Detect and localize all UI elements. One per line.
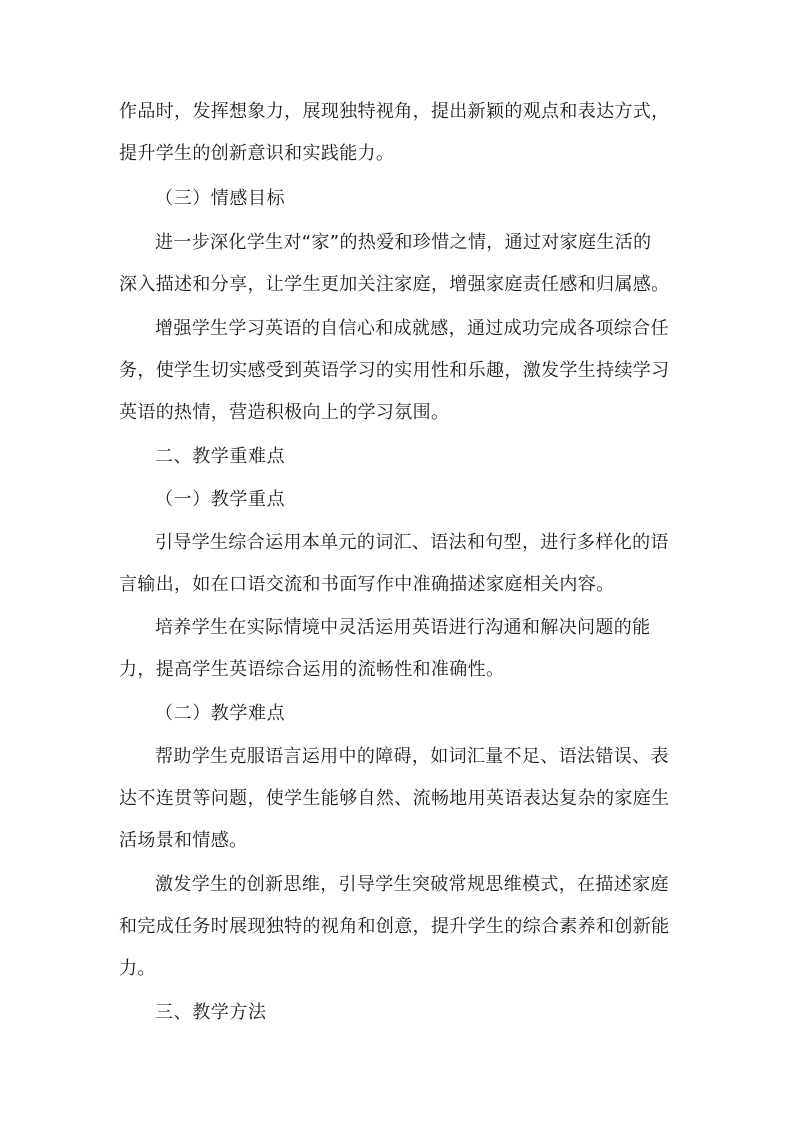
section-heading: （二）教学难点	[155, 703, 286, 724]
paragraph-line: 提升学生的创新意识和实践能力。	[119, 143, 395, 164]
paragraph-line: 活场景和情感。	[119, 830, 248, 851]
paragraph-line: 英语的热情，营造积极向上的学习氛围。	[119, 402, 450, 423]
paragraph-line: 培养学生在实际情境中灵活运用英语进行沟通和解决问题的能	[155, 617, 651, 638]
section-heading: 三、教学方法	[155, 1002, 267, 1023]
paragraph-line: 激发学生的创新思维，引导学生突破常规思维模式，在描述家庭	[155, 874, 669, 895]
paragraph-line: 言输出，如在口语交流和书面写作中准确描述家庭相关内容。	[119, 574, 615, 595]
paragraph-line: 力，提高学生英语综合运用的流畅性和准确性。	[119, 659, 505, 680]
section-heading: （三）情感目标	[155, 188, 286, 209]
paragraph-line: 务，使学生切实感受到英语学习的实用性和乐趣，激发学生持续学习	[119, 360, 670, 381]
paragraph-line: 作品时，发挥想象力，展现独特视角，提出新颖的观点和表达方式，	[119, 101, 670, 122]
paragraph-line: 引导学生综合运用本单元的词汇、语法和句型，进行多样化的语	[155, 532, 669, 553]
paragraph-line: 进一步深化学生对“家”的热爱和珍惜之情，通过对家庭生活的	[155, 232, 652, 253]
paragraph-line: 达不连贯等问题，使学生能够自然、流畅地用英语表达复杂的家庭生	[119, 788, 670, 809]
paragraph-line: 帮助学生克服语言运用中的障碍，如词汇量不足、语法错误、表	[155, 746, 669, 767]
paragraph-line: 深入描述和分享，让学生更加关注家庭，增强家庭责任感和归属感。	[119, 274, 670, 295]
paragraph-line: 力。	[119, 958, 156, 979]
section-heading: 二、教学重难点	[155, 446, 286, 467]
section-heading: （一）教学重点	[155, 489, 286, 510]
paragraph-line: 增强学生学习英语的自信心和成就感，通过成功完成各项综合任	[155, 318, 669, 339]
paragraph-line: 和完成任务时展现独特的视角和创意，提升学生的综合素养和创新能	[119, 916, 670, 937]
